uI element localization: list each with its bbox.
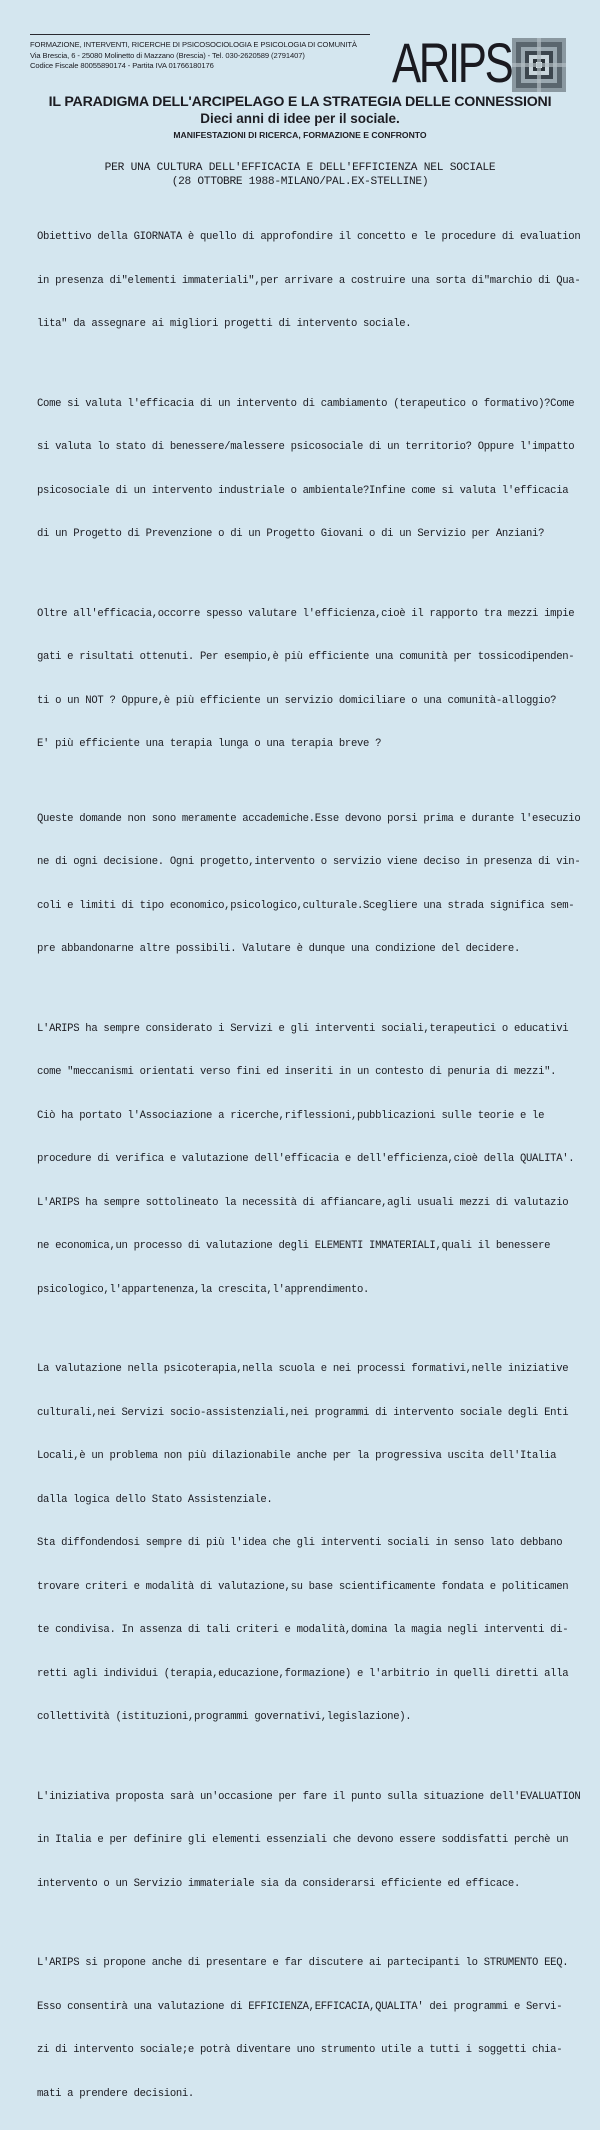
paragraph <box>37 1333 583 1754</box>
text-line: intervento o un Servizio immateriale sia da considerarsi efficiente ed efficace. <box>37 1877 520 1890</box>
text-line: collettività (istituzioni,programmi governativi,legislazione). <box>37 1711 412 1723</box>
text-line: in presenza di"elementi immateriali",per arrivare a costruire una sorta di"marchio di Qua- <box>37 274 581 287</box>
text-line: si valuta lo stato di benessere/malessere psicosociale di un territorio? Oppure l'impatto <box>37 441 575 453</box>
main-title: IL PARADIGMA DELL'ARCIPELAGO E LA STRATEGIA DELLE CONNESSIONI <box>48 94 552 110</box>
paragraph <box>37 1927 583 2130</box>
text-line: zi di intervento sociale;e potrà diventare uno strumento utile a tutti i soggetti chia- <box>37 2044 563 2056</box>
event-date-location: (28 OTTOBRE 1988-MILANO/PAL.EX-STELLINE) <box>171 176 429 188</box>
text-line: L'ARIPS si propone anche di presentare e far discutere ai partecipanti lo STRUMENTO EEQ. <box>37 1957 569 1969</box>
text-line: ne di ogni decisione. Ogni progetto,intervento o servizio viene deciso in presenza di vin- <box>37 856 581 868</box>
text-line: trovare criteri e modalità di valutazione,su base scientificamente fondata e politicamen <box>37 1580 569 1593</box>
text-line: retti agli individui (terapia,educazione,formazione) e l'arbitrio in quelli diretti alla <box>37 1667 569 1680</box>
org-address: Via Brescia, 6 - 25080 Molinetto di Mazzano (Brescia) - Tel. 030-2620589 (2791407) <box>30 50 305 60</box>
text-line: Obiettivo della GIORNATA è quello di approfondire il concetto e le procedure di evaluation <box>37 231 581 243</box>
text-line: procedure di verifica e valutazione dell'efficacia e dell'efficienza,cioè della QUALITA'. <box>37 1153 575 1165</box>
text-line: mati a prendere decisioni. <box>37 2087 194 2100</box>
text-line: in Italia e per definire gli elementi essenziali che devono essere soddisfatti perchè un <box>37 1834 569 1846</box>
text-line: gati e risultati ottenuti. Per esempio,è più efficiente una comunità per tossicodipenden- <box>37 651 575 663</box>
text-line: E' più efficiente una terapia lunga o una terapia breve ? <box>37 738 382 750</box>
paragraph <box>37 993 583 1327</box>
text-line: Ciò ha portato l'Associazione a ricerche,riflessioni,pubblicazioni sulle teorie e le <box>37 1109 545 1122</box>
text-line: psicologico,l'appartenenza,la crescita,l'apprendimento. <box>37 1283 370 1296</box>
text-line: L'ARIPS ha sempre sottolineato la necessità di affiancare,agli usuali mezzi di valutazio <box>37 1196 569 1209</box>
header-rule <box>30 34 370 35</box>
text-line: culturali,nei Servizi socio-assistenziali,nei programmi di intervento sociale degli Enti <box>37 1406 569 1419</box>
text-line: Queste domande non sono meramente accademiche.Esse devono porsi prima e durante l'esecuzio <box>37 812 581 825</box>
text-line: Oltre all'efficacia,occorre spesso valutare l'efficienza,cioè il rapporto tra mezzi impie <box>37 607 575 620</box>
section-title: MANIFESTAZIONI DI RICERCA, FORMAZIONE E CONFRONTO <box>173 130 427 140</box>
org-description: FORMAZIONE, INTERVENTI, RICERCHE DI PSICOSOCIOLOGIA E PSICOLOGIA DI COMUNITÀ <box>30 40 357 49</box>
text-line: ti o un NOT ? Oppure,è più efficiente un servizio domiciliare o una comunità-alloggio? <box>37 694 557 707</box>
text-line: te condivisa. In assenza di tali criteri e modalità,domina la magia negli interventi di- <box>37 1624 569 1636</box>
paragraph <box>37 1761 583 1921</box>
text-line: come "meccanismi orientati verso fini ed inseriti in un contesto di penuria di mezzi". <box>37 1066 557 1078</box>
text-line: dalla logica dello Stato Assistenziale. <box>37 1493 273 1506</box>
text-line: Come si valuta l'efficacia di un intervento di cambiamento (terapeutico o formativo)?Come <box>37 397 575 410</box>
arips-logo: ARIPS <box>392 31 512 94</box>
paragraph <box>37 783 583 986</box>
paragraph <box>37 201 583 361</box>
tagline: Dieci anni di idee per il sociale. <box>200 111 400 126</box>
paragraph <box>37 578 583 781</box>
document-body <box>37 201 583 2130</box>
text-line: Sta diffondendosi sempre di più l'idea che gli interventi sociali in senso lato debbano <box>37 1537 563 1549</box>
text-line: La valutazione nella psicoterapia,nella scuola e nei processi formativi,nelle iniziative <box>37 1363 569 1375</box>
event-title: PER UNA CULTURA DELL'EFFICACIA E DELL'EFFICIENZA NEL SOCIALE <box>104 162 496 174</box>
text-line: lita" da assegnare ai migliori progetti di intervento sociale. <box>37 318 412 330</box>
org-tax-codes: Codice Fiscale 80055890174 - Partita IVA 01766180176 <box>30 61 214 70</box>
text-line: pre abbandonarne altre possibili. Valutare è dunque una condizione del decidere. <box>37 943 520 955</box>
text-line: L'ARIPS ha sempre considerato i Servizi e gli interventi sociali,terapeutici o educativi <box>37 1022 569 1035</box>
text-line: di un Progetto di Prevenzione o di un Progetto Giovani o di un Servizio per Anziani? <box>37 528 545 540</box>
paragraph <box>37 368 583 571</box>
text-line: psicosociale di un intervento industriale o ambientale?Infine come si valuta l'efficacia <box>37 484 569 497</box>
text-line: Locali,è un problema non più dilazionabile anche per la progressiva uscita dell'Italia <box>37 1450 557 1462</box>
organization-info <box>30 40 390 72</box>
text-line: Esso consentirà una valutazione di EFFICIENZA,EFFICACIA,QUALITA' dei programmi e Servi- <box>37 2000 563 2013</box>
arips-emblem-icon <box>512 38 566 92</box>
text-line: L'iniziativa proposta sarà un'occasione per fare il punto sulla situazione dell'EVALUATION <box>37 1790 581 1803</box>
text-line: coli e limiti di tipo economico,psicologico,culturale.Scegliere una strada significa sem- <box>37 899 575 912</box>
text-line: ne economica,un processo di valutazione degli ELEMENTI IMMATERIALI,quali il benessere <box>37 1240 551 1252</box>
